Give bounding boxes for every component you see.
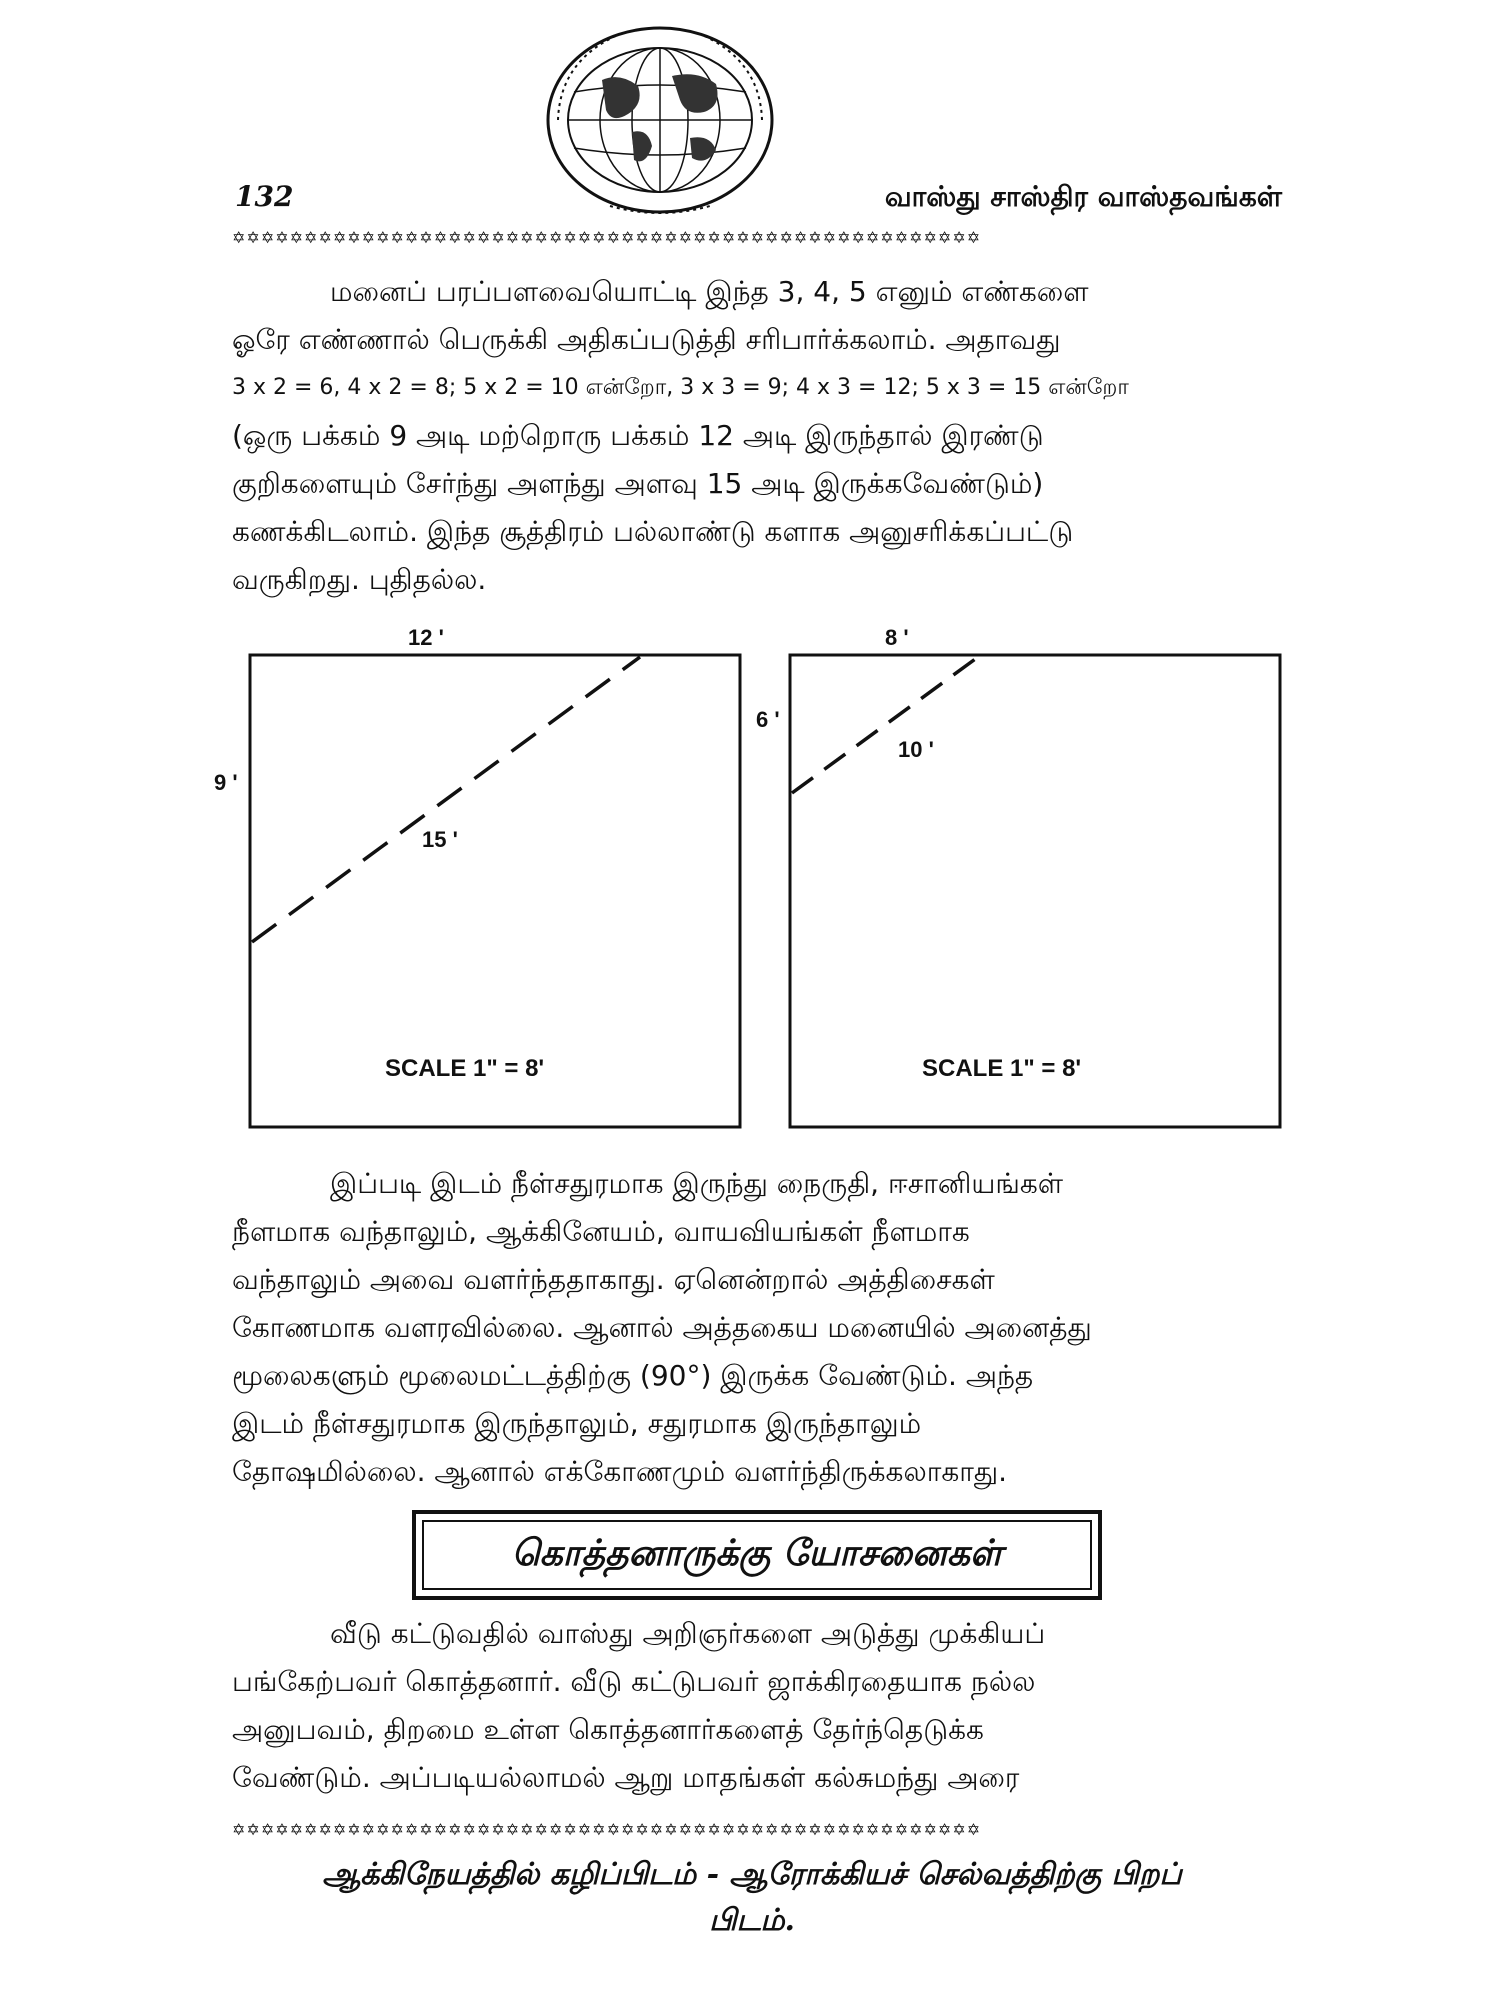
diagram-left-diagonal-label: 15 ' (422, 827, 458, 852)
paragraph-line: குறிகளையும் சேர்ந்து அளந்து அளவு 15 அடி இருக்கவேண்டும்) (232, 467, 1044, 500)
running-title: வாஸ்து சாஸ்திர வாஸ்தவங்கள் (884, 180, 1282, 213)
paragraph-line: கோணமாக வளரவில்லை. ஆனால் அத்தகைய மனையில் அனைத்து (232, 1311, 1092, 1344)
rectangle-diagrams (200, 615, 1310, 1135)
section-heading-inner-frame (422, 1520, 1092, 1590)
ornament-divider-bottom: ✡✡✡✡✡✡✡✡✡✡✡✡✡✡✡✡✡✡✡✡✡✡✡✡✡✡✡✡✡✡✡✡✡✡✡✡✡✡✡✡✡✡✡✡✡✡✡✡✡✡✡✡ (232, 1820, 982, 1839)
diagram-right-diagonal-label: 10 ' (898, 737, 934, 762)
paragraph-line: இடம் நீள்சதுரமாக இருந்தாலும், சதுரமாக இருந்தாலும் (232, 1407, 922, 1440)
page-number: 132 (235, 180, 294, 213)
paragraph-line: நீளமாக வந்தாலும், ஆக்கினேயம், வாயவியங்கள் நீளமாக (232, 1215, 970, 1248)
diagram-left-scale-label: SCALE 1" = 8' (385, 1055, 545, 1082)
paragraph-line: இப்படி இடம் நீள்சதுரமாக இருந்து நைருதி, ஈசானியங்கள் (330, 1167, 1064, 1200)
paragraph-line: மூலைகளும் மூலைமட்டத்திற்கு (90°) இருக்க வேண்டும். அந்த (232, 1359, 1034, 1392)
diagram-right (756, 625, 1280, 1127)
section-heading-box (412, 1510, 1102, 1600)
ornament-divider-top: ✡✡✡✡✡✡✡✡✡✡✡✡✡✡✡✡✡✡✡✡✡✡✡✡✡✡✡✡✡✡✡✡✡✡✡✡✡✡✡✡✡✡✡✡✡✡✡✡✡✡✡✡ (232, 228, 982, 247)
paragraph-line: (ஒரு பக்கம் 9 அடி மற்றொரு பக்கம் 12 அடி இருந்தால் இரண்டு (232, 419, 1044, 452)
diagram-left-diagonal (252, 657, 640, 942)
footer-proverb (232, 1852, 1272, 1944)
paragraph-line: வருகிறது. புதிதல்ல. (232, 563, 487, 596)
diagram-right-width-label: 8 ' (885, 625, 909, 650)
paragraph-3 (232, 1610, 1272, 1802)
paragraph-line: வேண்டும். அப்படியல்லாமல் ஆறு மாதங்கள் கல்சுமந்து அரை (232, 1761, 1020, 1794)
footer-line-1: ஆக்கிநேயத்தில் கழிப்பிடம் - ஆரோக்கியச் செல்வத்திற்கு பிறப் (322, 1857, 1182, 1892)
paragraph-2 (232, 1160, 1272, 1496)
diagram-right-scale-label: SCALE 1" = 8' (922, 1055, 1082, 1082)
diagram-left (214, 625, 740, 1127)
paragraph-line: அனுபவம், திறமை உள்ள கொத்தனார்களைத் தேர்ந்தெடுக்க (232, 1713, 984, 1746)
diagram-right-diagonal (792, 657, 978, 793)
diagram-right-height-label: 6 ' (756, 707, 780, 732)
paragraph-line: கணக்கிடலாம். இந்த சூத்திரம் பல்லாண்டு களாக அனுசரிக்கப்பட்டு (232, 515, 1074, 548)
globe-seal-icon (540, 20, 780, 220)
paragraph-line: தோஷமில்லை. ஆனால் எக்கோணமும் வளர்ந்திருக்கலாகாது. (232, 1455, 1008, 1488)
paragraph-line: வந்தாலும் அவை வளர்ந்ததாகாது. ஏனென்றால் அத்திசைகள் (232, 1263, 995, 1296)
diagram-left-height-label: 9 ' (214, 770, 238, 795)
paragraph-line: 3 x 2 = 6, 4 x 2 = 8; 5 x 2 = 10 என்றோ, 3 x 3 = 9; 4 x 3 = 12; 5 x 3 = 15 என்றோ (232, 375, 1129, 400)
diagram-left-width-label: 12 ' (408, 625, 444, 650)
paragraph-line: வீடு கட்டுவதில் வாஸ்து அறிஞர்களை அடுத்து முக்கியப் (330, 1617, 1046, 1650)
paragraph-1 (232, 268, 1272, 604)
paragraph-line: மனைப் பரப்பளவையொட்டி இந்த 3, 4, 5 எனும் எண்களை (330, 275, 1089, 308)
section-title: கொத்தனாருக்கு யோசனைகள் (511, 1531, 1003, 1574)
footer-line-2: பிடம். (709, 1903, 795, 1938)
paragraph-line: ஓரே எண்ணால் பெருக்கி அதிகப்படுத்தி சரிபார்க்கலாம். அதாவது (232, 323, 1061, 356)
paragraph-line: பங்கேற்பவர் கொத்தனார். வீடு கட்டுபவர் ஜாக்கிரதையாக நல்ல (232, 1665, 1036, 1698)
